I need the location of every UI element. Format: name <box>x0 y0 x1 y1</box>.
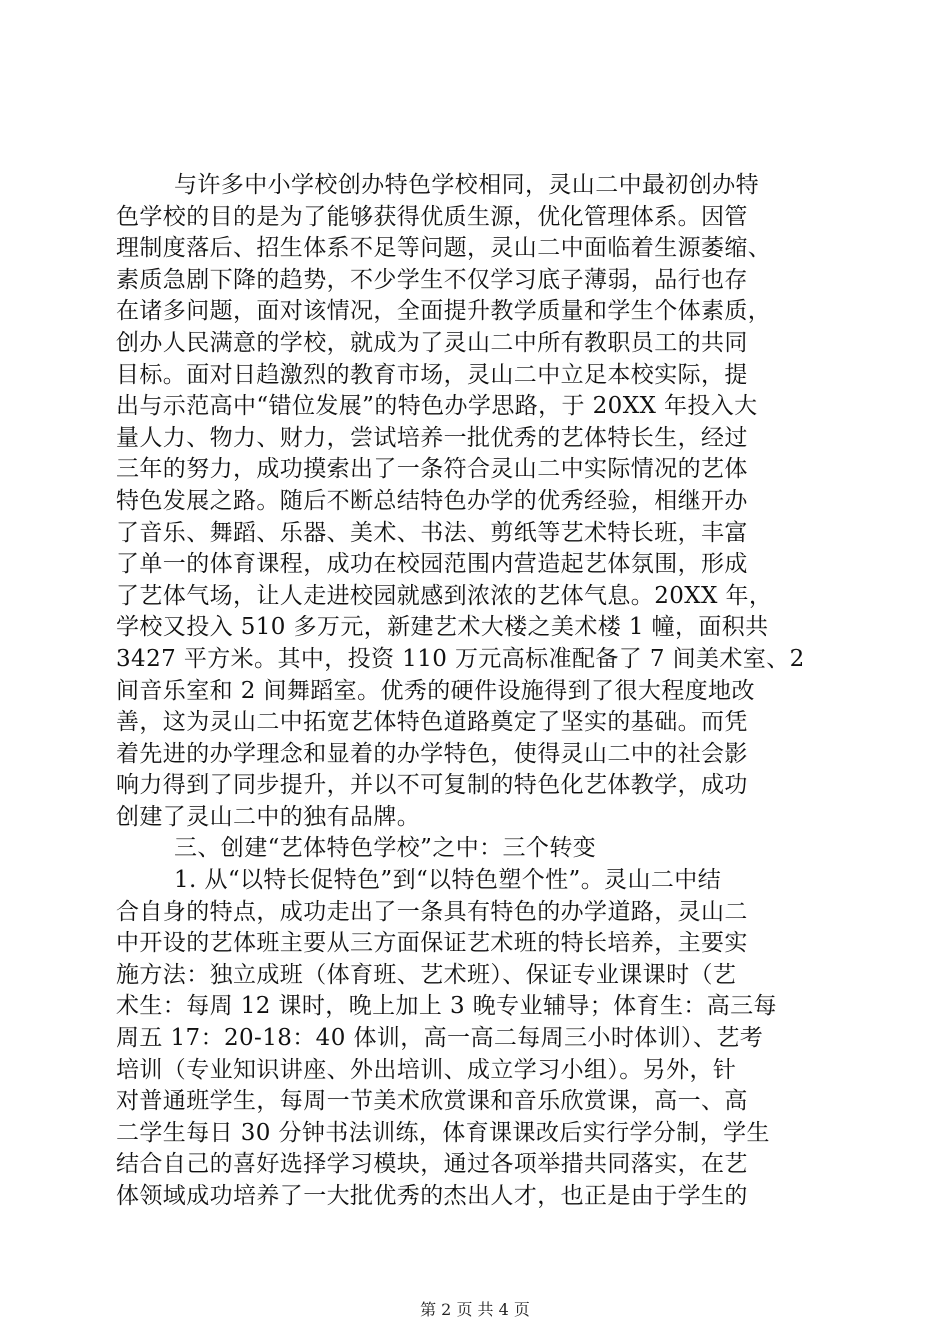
text-line: 3427 平方米。其中，投资 110 万元高标准配备了 7 间美术室、2 <box>116 645 805 672</box>
text-line: 二学生每日 30 分钟书法训练，体育课课改后实行学分制，学生 <box>116 1119 770 1146</box>
paragraph-2 <box>116 865 836 1213</box>
text-line: 响力得到了同步提升，并以不可复制的特色化艺体教学，成功 <box>116 772 748 799</box>
text-line: 周五 17：20-18：40 体训，高一高二每周三小时体训）、艺考 <box>116 1025 764 1052</box>
text-line: 特色发展之路。随后不断总结特色办学的优秀经验，相继开办 <box>116 487 748 514</box>
text-line: 着先进的办学理念和显着的办学特色，使得灵山二中的社会影 <box>116 740 748 767</box>
text-line: 了艺体气场，让人走进校园就感到浓浓的艺体气息。20XX 年， <box>116 582 773 609</box>
text-line: 与许多中小学校创办特色学校相同，灵山二中最初创办特 <box>174 172 759 198</box>
text-line: 1. 从“以特长促特色”到“以特色塑个性”。灵山二中结 <box>174 867 722 894</box>
text-line: 术生：每周 12 课时，晚上加上 3 晚专业辅导；体育生：高三每 <box>116 993 777 1020</box>
text-line: 三年的努力，成功摸索出了一条符合灵山二中实际情况的艺体 <box>116 456 748 483</box>
text-line: 量人力、物力、财力，尝试培养一批优秀的艺体特长生，经过 <box>116 424 748 451</box>
text-line: 学校又投入 510 多万元，新建艺术大楼之美术楼 1 幢，面积共 <box>116 614 769 641</box>
text-line: 创办人民满意的学校，就成为了灵山二中所有教职员工的共同 <box>116 329 748 356</box>
document-body <box>116 170 836 1213</box>
text-line: 理制度落后、招生体系不足等问题，灵山二中面临着生源萎缩、 <box>116 235 772 262</box>
text-line: 色学校的目的是为了能够获得优质生源，优化管理体系。因管 <box>116 203 748 230</box>
text-line: 素质急剧下降的趋势，不少学生不仅学习底子薄弱，品行也存 <box>116 266 748 293</box>
text-line: 中开设的艺体班主要从三方面保证艺术班的特长培养，主要实 <box>116 930 748 957</box>
text-line: 了单一的体育课程，成功在校园范围内营造起艺体氛围，形成 <box>116 551 748 578</box>
text-line: 出与示范高中“错位发展”的特色办学思路，于 20XX 年投入大 <box>116 393 758 420</box>
section-heading: 三、创建“艺体特色学校”之中：三个转变 <box>174 835 597 862</box>
text-line: 结合自己的喜好选择学习模块，通过各项举措共同落实，在艺 <box>116 1151 748 1178</box>
text-line: 在诸多问题，面对该情况，全面提升教学质量和学生个体素质， <box>116 298 772 325</box>
text-line: 创建了灵山二中的独有品牌。 <box>116 803 421 830</box>
text-line: 善，这为灵山二中拓宽艺体特色道路奠定了坚实的基础。而凭 <box>116 709 748 736</box>
text-line: 培训（专业知识讲座、外出培训、成立学习小组）。另外，针 <box>116 1056 737 1083</box>
paragraph-1 <box>116 170 836 833</box>
text-line: 对普通班学生，每周一节美术欣赏课和音乐欣赏课，高一、高 <box>116 1088 748 1115</box>
text-line: 施方法：独立成班（体育班、艺术班）、保证专业课课时（艺 <box>116 961 737 988</box>
text-line: 间音乐室和 2 间舞蹈室。优秀的硬件设施得到了很大程度地改 <box>116 677 755 704</box>
text-line: 体领域成功培养了一大批优秀的杰出人才，也正是由于学生的 <box>116 1183 748 1209</box>
text-line: 目标。面对日趋激烈的教育市场，灵山二中立足本校实际，提 <box>116 361 748 388</box>
text-line: 了音乐、舞蹈、乐器、美术、书法、剪纸等艺术特长班，丰富 <box>116 519 748 546</box>
text-line: 合自身的特点，成功走出了一条具有特色的办学道路，灵山二 <box>116 898 748 925</box>
page-number-footer: 第 2 页 共 4 页 <box>420 1300 530 1319</box>
